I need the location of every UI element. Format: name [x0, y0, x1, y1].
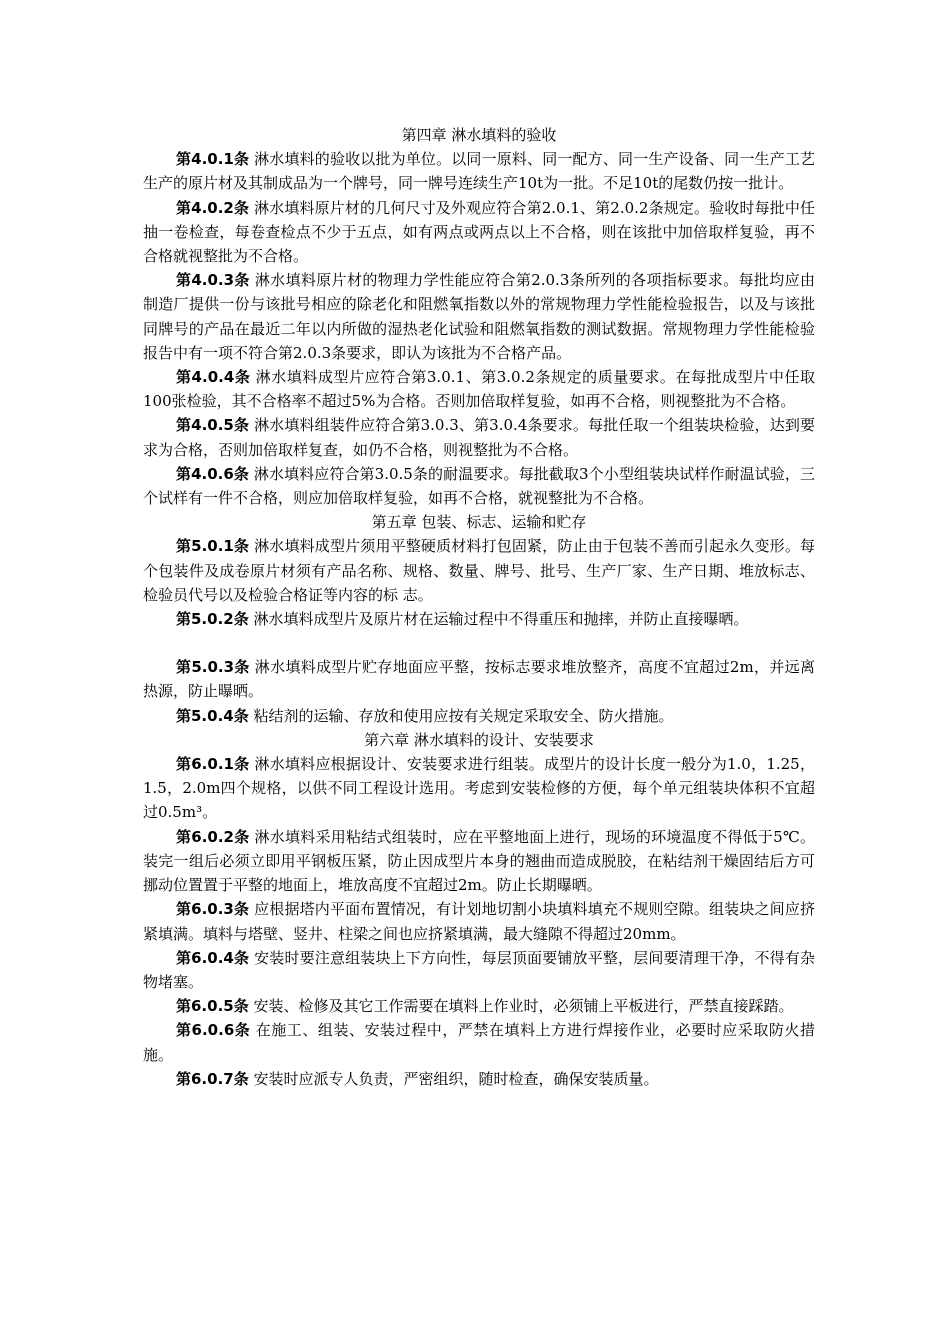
clause-number: 第4.0.4条	[176, 368, 251, 387]
clause-5-0-3	[143, 655, 815, 703]
clause-4-0-3	[143, 268, 815, 365]
clause-5-0-4	[143, 704, 815, 728]
clause-number: 第6.0.4条	[176, 948, 250, 967]
clause-number: 第4.0.5条	[176, 416, 250, 435]
clause-text: 安装时应派专人负责，严密组织，随时检查，确保安装质量。	[253, 1069, 659, 1088]
clause-number: 第6.0.2条	[176, 827, 250, 846]
clause-text: 淋水填料应符合第3.0.5条的耐温要求。每批截取3个小型组装块试样作耐温试验，三个试样有一件不合格，则应加倍取样复验，如再不合格，就视整批为不合格。	[143, 464, 815, 508]
clause-4-0-4	[143, 365, 815, 413]
clause-4-0-5	[143, 413, 815, 461]
clause-text: 在施工、组装、安装过程中，严禁在填料上方进行焊接作业，必要时应采取防火措施。	[143, 1021, 815, 1064]
clause-text: 淋水填料成型片须用平整硬质材料打包固紧，防止由于包装不善而引起永久变形。每个包装件及成卷原片材须有产品名称、规格、数量、牌号、批号、生产厂家、生产日期、堆放标志、检验员代号以及检验合格证等内容的标 志。	[143, 537, 815, 604]
clause-number: 第4.0.6条	[176, 464, 249, 483]
clause-text: 应根据塔内平面布置情况，有计划地切割小块填料填充不规则空隙。组装块之间应挤紧填满。填料与塔壁、竖井、柱梁之间也应挤紧填满，最大缝隙不得超过20mm。	[143, 900, 815, 943]
clause-4-0-2	[143, 196, 815, 269]
clause-number: 第6.0.7条	[176, 1069, 249, 1088]
clause-text: 淋水填料组装件应符合第3.0.3、第3.0.4条要求。每批任取一个组装块检验，达到要求为合格，否则加倍取样复查，如仍不合格，则视整批为不合格。	[143, 416, 815, 459]
clause-text: 淋水填料原片材的物理力学性能应符合第2.0.3条所列的各项指标要求。每批均应由制造厂提供一份与该批号相应的除老化和阻燃氧指数以外的常规物理力学性能检验报告，以及与该批同牌号的产品在最近二年以内所做的湿热老化试验和阻燃氧指数的测试数据。常规物理力学性能检验报告中有一项不符合第2.0.3条要求，即认为该批为不合格产品。	[143, 271, 815, 362]
chapter-5-title: 第五章 包装、标志、运输和贮存	[371, 513, 587, 532]
clause-text: 粘结剂的运输、存放和使用应按有关规定采取安全、防火措施。	[253, 706, 674, 725]
clause-text: 淋水填料成型片应符合第3.0.1、第3.0.2条规定的质量要求。在每批成型片中任取100张检验，其不合格率不超过5%为合格。否则加倍取样复验，如再不合格，则视整批为不合格。	[143, 368, 815, 411]
clause-number: 第6.0.1条	[176, 755, 250, 774]
clause-number: 第4.0.2条	[176, 198, 250, 217]
clause-5-0-2	[143, 607, 815, 631]
clause-5-0-1	[143, 534, 815, 607]
clause-number: 第5.0.3条	[176, 658, 250, 677]
clause-text: 淋水填料成型片及原片材在运输过程中不得重压和抛摔，并防止直接曝晒。	[253, 610, 749, 629]
clause-text: 淋水填料成型片贮存地面应平整，按标志要求堆放整齐，高度不宜超过2m，并远离热源，防止曝晒。	[143, 658, 815, 701]
clause-6-0-1	[143, 752, 815, 825]
clause-text: 淋水填料的验收以批为单位。以同一原料、同一配方、同一生产设备、同一生产工艺生产的原片材及其制成品为一个牌号，同一牌号连续生产10t为一批。不足10t的尾数仍按一批计。	[143, 150, 815, 193]
clause-6-0-6	[143, 1018, 815, 1066]
clause-number: 第4.0.3条	[176, 271, 250, 290]
chapter-4-title: 第四章 淋水填料的验收	[401, 126, 557, 144]
chapter-6-title: 第六章 淋水填料的设计、安装要求	[364, 730, 594, 749]
clause-number: 第6.0.3条	[176, 900, 250, 919]
clause-text: 淋水填料应根据设计、安装要求进行组装。成型片的设计长度一般分为1.0，1.25，1.5，2.0m四个规格，以供不同工程设计选用。考虑到安装检修的方便，每个单元组装块体积不宜超过0.5m³。	[143, 755, 815, 822]
clause-number: 第4.0.1条	[176, 150, 250, 169]
clause-number: 第5.0.1条	[176, 537, 250, 556]
clause-number: 第5.0.2条	[176, 610, 249, 629]
clause-6-0-2	[143, 825, 815, 898]
clause-text: 淋水填料采用粘结式组装时，应在平整地面上进行，现场的环境温度不得低于5℃。装完一组后必须立即用平钢板压紧，防止因成型片本身的翘曲而造成脱胶，在粘结剂干燥固结后方可挪动位置置于平整的地面上，堆放高度不宜超过2m。防止长期曝晒。	[143, 827, 815, 895]
clause-6-0-4	[143, 946, 815, 994]
clause-number: 第6.0.6条	[176, 1021, 251, 1040]
clause-6-0-5	[143, 994, 815, 1018]
clause-4-0-6	[143, 462, 815, 510]
clause-text: 淋水填料原片材的几何尺寸及外观应符合第2.0.1、第2.0.2条规定。验收时每批中任抽一卷检查，每卷查检点不少于五点，如有两点或两点以上不合格，则在该批中加倍取样复验，再不合格就视整批为不合格。	[143, 198, 815, 266]
clause-text: 安装、检修及其它工作需要在填料上作业时，必须铺上平板进行，严禁直接踩踏。	[253, 997, 794, 1016]
clause-6-0-3	[143, 897, 815, 945]
clause-number: 第5.0.4条	[176, 706, 249, 725]
document-page	[143, 123, 815, 1091]
clause-number: 第6.0.5条	[176, 997, 249, 1016]
clause-6-0-7	[143, 1067, 815, 1091]
clause-text: 安装时要注意组装块上下方向性，每层顶面要铺放平整，层间要清理干净，不得有杂物堵塞。	[143, 948, 815, 991]
blank-line	[143, 631, 815, 655]
clause-4-0-1	[143, 147, 815, 195]
